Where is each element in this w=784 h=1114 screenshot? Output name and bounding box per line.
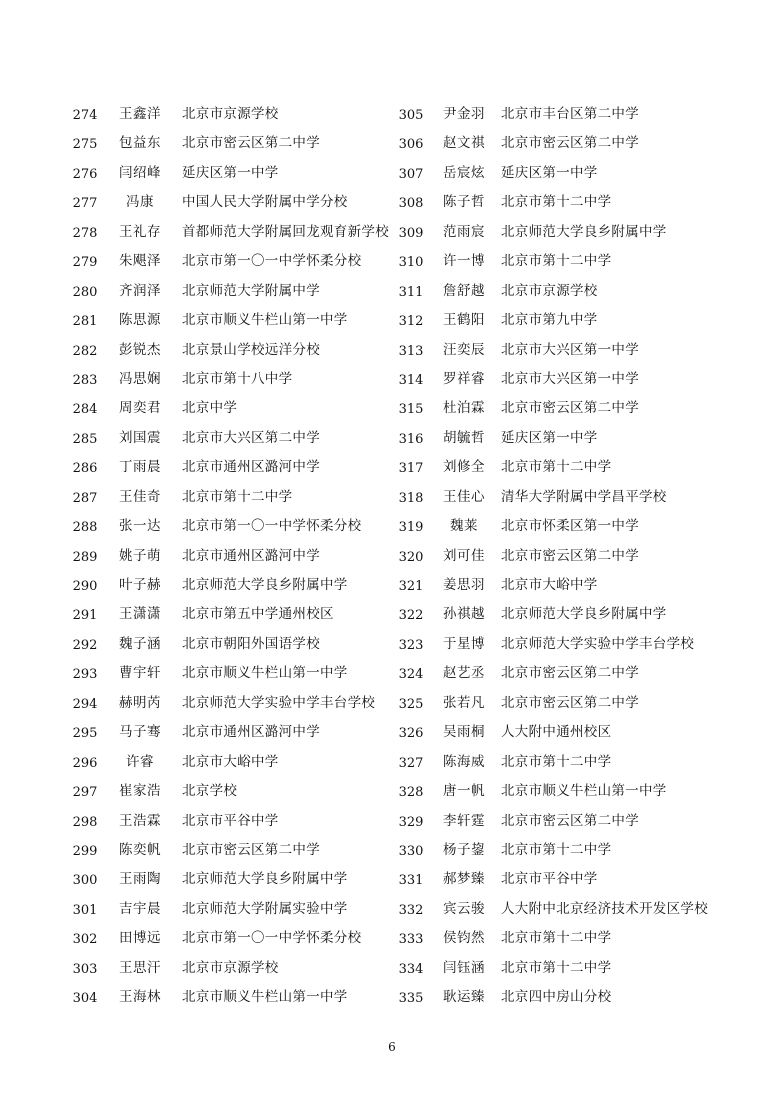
school-name: 北京师范大学良乡附属中学 — [182, 577, 348, 593]
row-number: 292 — [72, 637, 98, 653]
row-number: 278 — [72, 225, 98, 241]
school-name: 北京学校 — [182, 783, 238, 800]
student-name: 丁雨晨 — [119, 459, 161, 476]
school-name: 北京四中房山分校 — [501, 989, 612, 1006]
school-name: 北京市密云区第二中学 — [501, 665, 639, 682]
row-number: 301 — [72, 902, 98, 918]
row-number: 308 — [398, 196, 424, 212]
list-item — [66, 422, 396, 451]
school-name: 北京市密云区第二中学 — [182, 135, 320, 152]
student-name: 姚子萌 — [119, 547, 161, 564]
list-item — [392, 628, 772, 657]
school-name: 北京市顺义牛栏山第一中学 — [182, 312, 348, 329]
school-name: 北京市平谷中学 — [501, 871, 598, 888]
list-item — [66, 245, 396, 274]
right-column — [392, 98, 772, 1011]
student-name: 王思汗 — [119, 959, 161, 976]
row-number: 293 — [72, 667, 98, 683]
student-name: 耿运臻 — [443, 989, 485, 1006]
list-item — [66, 746, 396, 775]
row-number: 307 — [398, 166, 424, 182]
student-name: 姜思羽 — [443, 577, 485, 593]
list-item — [66, 363, 396, 392]
student-name: 孙祺越 — [443, 606, 485, 623]
school-name: 北京市第十八中学 — [182, 370, 293, 387]
row-number: 318 — [398, 490, 424, 506]
list-item — [392, 157, 772, 186]
school-name: 清华大学附属中学昌平学校 — [501, 488, 667, 505]
school-name: 北京市顺义牛栏山第一中学 — [501, 783, 667, 800]
list-item — [66, 893, 396, 922]
student-name: 彭锐杰 — [119, 341, 161, 358]
list-item — [66, 481, 396, 510]
student-name: 王佳奇 — [119, 488, 161, 505]
list-item — [392, 893, 772, 922]
school-name: 延庆区第一中学 — [182, 164, 279, 181]
school-name: 北京市密云区第二中学 — [501, 547, 639, 564]
school-name: 北京市顺义牛栏山第一中学 — [182, 989, 348, 1006]
row-number: 330 — [398, 843, 424, 859]
school-name: 北京中学 — [182, 400, 238, 417]
list-item — [392, 186, 772, 215]
school-name: 延庆区第一中学 — [501, 164, 598, 181]
student-name: 王海林 — [119, 989, 161, 1006]
student-name: 包益东 — [119, 135, 161, 152]
student-name: 吴雨桐 — [443, 724, 485, 741]
list-item — [392, 216, 772, 245]
row-number: 331 — [398, 873, 424, 889]
row-number: 274 — [72, 108, 98, 123]
list-item — [66, 334, 396, 363]
list-item — [66, 392, 396, 421]
list-item — [392, 746, 772, 775]
list-item — [392, 598, 772, 627]
student-name: 罗祥睿 — [443, 370, 485, 387]
list-item — [392, 510, 772, 539]
list-item — [392, 922, 772, 951]
row-number: 275 — [72, 137, 98, 153]
list-item — [392, 716, 772, 745]
row-number: 284 — [72, 402, 98, 418]
student-name: 赫明芮 — [119, 694, 161, 711]
school-name: 北京市第十二中学 — [501, 753, 612, 770]
school-name: 北京市第十二中学 — [501, 959, 612, 976]
student-name: 刘国震 — [119, 429, 161, 446]
student-name: 周奕君 — [119, 400, 161, 417]
school-name: 北京市第一〇一中学怀柔分校 — [182, 253, 362, 270]
row-number: 319 — [398, 520, 424, 536]
student-name: 陈子哲 — [443, 194, 485, 211]
student-name: 叶子赫 — [119, 577, 161, 593]
row-number: 323 — [398, 637, 424, 653]
row-number: 287 — [72, 490, 98, 506]
row-number: 286 — [72, 461, 98, 477]
student-name: 刘可佳 — [443, 547, 485, 564]
student-name: 于星博 — [443, 635, 485, 652]
student-name: 陈海威 — [443, 753, 485, 770]
school-name: 北京景山学校远洋分校 — [182, 341, 320, 358]
school-name: 北京师范大学实验中学丰台学校 — [182, 694, 376, 711]
list-item — [392, 805, 772, 834]
school-name: 北京市京源学校 — [501, 282, 598, 299]
student-name: 刘修全 — [443, 459, 485, 476]
list-item — [66, 510, 396, 539]
row-number: 321 — [398, 579, 424, 594]
list-item — [66, 834, 396, 863]
list-item — [392, 334, 772, 363]
row-number: 310 — [398, 255, 424, 271]
student-name: 范雨宸 — [443, 223, 485, 240]
school-name: 北京市第十二中学 — [182, 488, 293, 505]
list-item — [392, 363, 772, 392]
student-name: 吉宇晨 — [119, 900, 161, 917]
student-name: 魏莱 — [450, 518, 478, 535]
student-name: 马子骞 — [119, 724, 161, 741]
list-item — [392, 540, 772, 569]
school-name: 北京市大兴区第一中学 — [501, 370, 639, 387]
school-name: 北京市密云区第二中学 — [501, 812, 639, 829]
student-name: 冯康 — [126, 194, 154, 211]
student-name: 唐一帆 — [443, 783, 485, 800]
list-item — [66, 186, 396, 215]
row-number: 303 — [72, 961, 98, 977]
list-item — [66, 952, 396, 981]
list-item — [66, 687, 396, 716]
school-name: 北京市密云区第二中学 — [501, 400, 639, 417]
school-name: 北京市平谷中学 — [182, 812, 279, 829]
list-item — [392, 687, 772, 716]
row-number: 277 — [72, 196, 98, 212]
school-name: 北京市大峪中学 — [182, 753, 279, 770]
student-name: 闫绍峰 — [119, 164, 161, 181]
school-name: 北京市第五中学通州校区 — [182, 606, 334, 623]
list-item — [392, 304, 772, 333]
row-number: 304 — [72, 991, 98, 1007]
row-number: 327 — [398, 755, 424, 771]
row-number: 291 — [72, 608, 98, 624]
row-number: 283 — [72, 372, 98, 388]
student-name: 胡毓哲 — [443, 429, 485, 446]
list-item — [392, 569, 772, 598]
list-item — [66, 628, 396, 657]
school-name: 北京市怀柔区第一中学 — [501, 518, 639, 535]
student-name: 许一博 — [443, 253, 485, 270]
student-name: 杨子鋆 — [443, 841, 485, 858]
row-number: 311 — [398, 284, 424, 300]
student-name: 詹舒越 — [443, 282, 485, 299]
list-item — [66, 805, 396, 834]
school-name: 北京市第一〇一中学怀柔分校 — [182, 518, 362, 535]
school-name: 北京市大兴区第二中学 — [182, 429, 320, 446]
school-name: 北京市京源学校 — [182, 106, 279, 122]
school-name: 北京市密云区第二中学 — [182, 841, 320, 858]
row-number: 280 — [72, 284, 98, 300]
student-name: 郝梦臻 — [443, 871, 485, 888]
school-name: 北京市通州区潞河中学 — [182, 459, 320, 476]
row-number: 326 — [398, 726, 424, 742]
student-name: 杜泊霖 — [443, 400, 485, 417]
school-name: 北京市第十二中学 — [501, 253, 612, 270]
school-name: 北京师范大学良乡附属中学 — [501, 223, 667, 240]
list-item — [66, 598, 396, 627]
list-item — [66, 922, 396, 951]
list-item — [392, 245, 772, 274]
list-item — [392, 775, 772, 804]
row-number: 289 — [72, 549, 98, 565]
row-number: 334 — [398, 961, 424, 977]
student-name: 王鑫洋 — [119, 106, 161, 122]
page-number: 6 — [388, 1040, 396, 1054]
school-name: 北京市京源学校 — [182, 959, 279, 976]
school-name: 首都师范大学附属回龙观育新学校 — [182, 223, 389, 240]
row-number: 285 — [72, 431, 98, 447]
student-name: 王鹤阳 — [443, 312, 485, 329]
row-number: 290 — [72, 579, 98, 594]
row-number: 329 — [398, 814, 424, 830]
list-item — [66, 863, 396, 892]
student-name: 王潇潇 — [119, 606, 161, 623]
school-name: 延庆区第一中学 — [501, 429, 598, 446]
row-number: 320 — [398, 549, 424, 565]
list-item — [66, 127, 396, 156]
row-number: 294 — [72, 696, 98, 712]
student-name: 陈思源 — [119, 312, 161, 329]
row-number: 313 — [398, 343, 424, 359]
school-name: 北京市通州区潞河中学 — [182, 724, 320, 741]
school-name: 北京市通州区潞河中学 — [182, 547, 320, 564]
row-number: 335 — [398, 991, 424, 1007]
school-name: 中国人民大学附属中学分校 — [182, 194, 348, 211]
list-item — [392, 952, 772, 981]
school-name: 人大附中通州校区 — [501, 724, 612, 741]
list-item — [66, 304, 396, 333]
student-name: 朱飓泽 — [119, 253, 161, 270]
row-number: 324 — [398, 667, 424, 683]
row-number: 316 — [398, 431, 424, 447]
row-number: 305 — [398, 108, 424, 123]
row-number: 300 — [72, 873, 98, 889]
row-number: 306 — [398, 137, 424, 153]
student-name: 田博远 — [119, 930, 161, 947]
student-name: 张一达 — [119, 518, 161, 535]
row-number: 317 — [398, 461, 424, 477]
row-number: 314 — [398, 372, 424, 388]
list-item — [392, 981, 772, 1010]
row-number: 281 — [72, 314, 98, 330]
row-number: 282 — [72, 343, 98, 359]
school-name: 人大附中北京经济技术开发区学校 — [501, 900, 708, 917]
student-name: 侯钧然 — [443, 930, 485, 947]
school-name: 北京师范大学良乡附属中学 — [182, 871, 348, 888]
school-name: 北京市第十二中学 — [501, 194, 612, 211]
list-item — [392, 834, 772, 863]
student-name: 王佳心 — [443, 488, 485, 505]
student-name: 闫钰涵 — [443, 959, 485, 976]
row-number: 322 — [398, 608, 424, 624]
student-name: 王礼存 — [119, 223, 161, 240]
row-number: 325 — [398, 696, 424, 712]
list-item — [66, 775, 396, 804]
student-name: 岳宸炫 — [443, 164, 485, 181]
school-name: 北京市第一〇一中学怀柔分校 — [182, 930, 362, 947]
student-name: 王雨陶 — [119, 871, 161, 888]
list-item — [66, 157, 396, 186]
student-name: 王浩霖 — [119, 812, 161, 829]
row-number: 302 — [72, 932, 98, 948]
row-number: 276 — [72, 166, 98, 182]
student-name: 魏子涵 — [119, 635, 161, 652]
list-item — [392, 451, 772, 480]
list-item — [66, 657, 396, 686]
student-name: 陈奕帆 — [119, 841, 161, 858]
student-name: 曹宇轩 — [119, 665, 161, 682]
row-number: 298 — [72, 814, 98, 830]
list-item — [66, 98, 396, 127]
school-name: 北京师范大学附属实验中学 — [182, 900, 348, 917]
row-number: 288 — [72, 520, 98, 536]
row-number: 296 — [72, 755, 98, 771]
list-item — [392, 127, 772, 156]
school-name: 北京市密云区第二中学 — [501, 135, 639, 152]
list-item — [66, 216, 396, 245]
student-name: 赵文祺 — [443, 135, 485, 152]
row-number: 309 — [398, 225, 424, 241]
row-number: 279 — [72, 255, 98, 271]
student-name: 崔家浩 — [119, 783, 161, 800]
row-number: 312 — [398, 314, 424, 330]
list-item — [392, 98, 772, 127]
row-number: 333 — [398, 932, 424, 948]
school-name: 北京师范大学实验中学丰台学校 — [501, 635, 695, 652]
school-name: 北京师范大学附属中学 — [182, 282, 320, 299]
school-name: 北京市朝阳外国语学校 — [182, 635, 320, 652]
student-name: 张若凡 — [443, 694, 485, 711]
row-number: 328 — [398, 785, 424, 801]
list-item — [66, 540, 396, 569]
student-name: 赵艺丞 — [443, 665, 485, 682]
student-name: 李轩霆 — [443, 812, 485, 829]
list-item — [392, 863, 772, 892]
school-name: 北京市丰台区第二中学 — [501, 106, 639, 122]
list-item — [66, 275, 396, 304]
list-item — [392, 481, 772, 510]
student-name: 宾云骏 — [443, 900, 485, 917]
list-item — [66, 716, 396, 745]
row-number: 315 — [398, 402, 424, 418]
list-item — [392, 392, 772, 421]
school-name: 北京师范大学良乡附属中学 — [501, 606, 667, 623]
school-name: 北京市密云区第二中学 — [501, 694, 639, 711]
school-name: 北京市大峪中学 — [501, 577, 598, 593]
row-number: 332 — [398, 902, 424, 918]
school-name: 北京市第十二中学 — [501, 930, 612, 947]
row-number: 297 — [72, 785, 98, 801]
student-name: 汪奕辰 — [443, 341, 485, 358]
list-item — [66, 451, 396, 480]
list-item — [66, 981, 396, 1010]
list-item — [66, 569, 396, 598]
student-name: 许睿 — [126, 753, 154, 770]
school-name: 北京市第十二中学 — [501, 459, 612, 476]
left-column — [66, 98, 396, 1011]
school-name: 北京市顺义牛栏山第一中学 — [182, 665, 348, 682]
student-name: 尹金羽 — [443, 106, 485, 122]
list-item — [392, 422, 772, 451]
row-number: 299 — [72, 843, 98, 859]
student-name: 齐润泽 — [119, 282, 161, 299]
school-name: 北京市大兴区第一中学 — [501, 341, 639, 358]
school-name: 北京市第九中学 — [501, 312, 598, 329]
list-item — [392, 657, 772, 686]
student-name: 冯思娴 — [119, 370, 161, 387]
list-item — [392, 275, 772, 304]
row-number: 295 — [72, 726, 98, 742]
school-name: 北京市第十二中学 — [501, 841, 612, 858]
